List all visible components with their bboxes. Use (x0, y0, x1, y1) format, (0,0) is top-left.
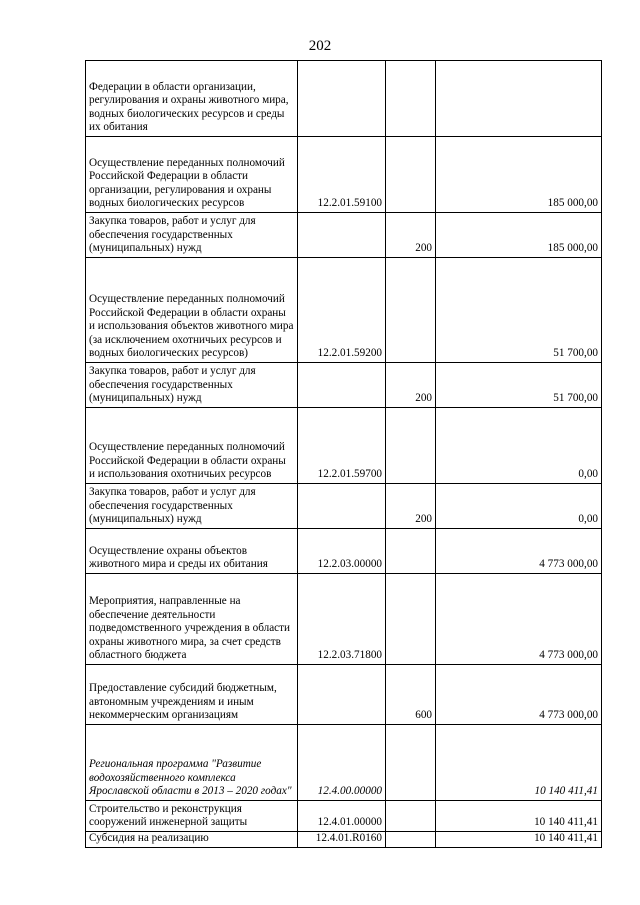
row-name-cell: Субсидия на реализацию (86, 832, 298, 848)
budget-table-body (86, 61, 602, 848)
table-row (86, 574, 602, 665)
row-name-cell: Региональная программа "Развитие водохозяйственного комплекса Ярославской области в 2013 – 2020 годах" (86, 725, 298, 801)
row-code-cell: 12.4.00.00000 (298, 725, 386, 801)
row-expense-type-cell: 200 (386, 363, 436, 408)
row-expense-type-cell (386, 529, 436, 574)
row-name-cell: Строительство и реконструкция сооружений инженерной защиты (86, 801, 298, 832)
row-code-cell (298, 484, 386, 529)
row-amount-cell: 0,00 (436, 484, 602, 529)
row-code-cell (298, 61, 386, 137)
table-row (86, 213, 602, 258)
row-expense-type-cell (386, 725, 436, 801)
table-row (86, 61, 602, 137)
table-row (86, 665, 602, 725)
table-row (86, 801, 602, 832)
row-expense-type-cell (386, 801, 436, 832)
row-amount-cell (436, 61, 602, 137)
row-amount-cell: 51 700,00 (436, 363, 602, 408)
table-row (86, 484, 602, 529)
row-expense-type-cell: 600 (386, 665, 436, 725)
table-row (86, 725, 602, 801)
row-code-cell (298, 213, 386, 258)
row-expense-type-cell: 200 (386, 484, 436, 529)
row-code-cell (298, 363, 386, 408)
row-amount-cell: 10 140 411,41 (436, 801, 602, 832)
row-code-cell: 12.4.01.00000 (298, 801, 386, 832)
row-code-cell: 12.2.01.59700 (298, 408, 386, 484)
row-amount-cell: 4 773 000,00 (436, 574, 602, 665)
row-amount-cell: 4 773 000,00 (436, 529, 602, 574)
page-number: 202 (308, 38, 332, 54)
row-code-cell: 12.2.03.00000 (298, 529, 386, 574)
row-code-cell (298, 665, 386, 725)
table-row (86, 832, 602, 848)
row-expense-type-cell (386, 137, 436, 213)
row-code-cell: 12.2.03.71800 (298, 574, 386, 665)
row-name-cell: Осуществление переданных полномочий Российской Федерации в области охраны и использования охотничьих ресурсов (86, 408, 298, 484)
row-amount-cell: 185 000,00 (436, 137, 602, 213)
row-expense-type-cell (386, 258, 436, 363)
budget-table (85, 60, 602, 848)
table-row (86, 529, 602, 574)
row-amount-cell: 51 700,00 (436, 258, 602, 363)
row-name-cell: Закупка товаров, работ и услуг для обеспечения государственных (муниципальных) нужд (86, 213, 298, 258)
row-code-cell: 12.2.01.59200 (298, 258, 386, 363)
row-code-cell: 12.2.01.59100 (298, 137, 386, 213)
row-expense-type-cell (386, 408, 436, 484)
row-name-cell: Предоставление субсидий бюджетным, автономным учреждениям и иным некоммерческим организациям (86, 665, 298, 725)
table-row (86, 408, 602, 484)
table-row (86, 258, 602, 363)
row-name-cell: Осуществление переданных полномочий Российской Федерации в области организации, регулирования и охраны водных биологических ресурсов (86, 137, 298, 213)
row-expense-type-cell (386, 832, 436, 848)
row-name-cell: Закупка товаров, работ и услуг для обеспечения государственных (муниципальных) нужд (86, 363, 298, 408)
row-expense-type-cell: 200 (386, 213, 436, 258)
row-amount-cell: 10 140 411,41 (436, 725, 602, 801)
table-row (86, 137, 602, 213)
row-name-cell: Мероприятия, направленные на обеспечение деятельности подведомственного учреждения в области охраны животного мира, за счет средств областного бюджета (86, 574, 298, 665)
row-amount-cell: 4 773 000,00 (436, 665, 602, 725)
row-amount-cell: 10 140 411,41 (436, 832, 602, 848)
row-name-cell: Осуществление переданных полномочий Российской Федерации в области охраны и использования объектов животного мира (за исключением охотничьих ресурсов и водных биологических ресурсов) (86, 258, 298, 363)
row-expense-type-cell (386, 61, 436, 137)
row-amount-cell: 0,00 (436, 408, 602, 484)
row-code-cell: 12.4.01.R0160 (298, 832, 386, 848)
row-expense-type-cell (386, 574, 436, 665)
row-name-cell: Федерации в области организации, регулирования и охраны животного мира, водных биологических ресурсов и среды их обитания (86, 61, 298, 137)
row-name-cell: Осуществление охраны объектов животного мира и среды их обитания (86, 529, 298, 574)
row-name-cell: Закупка товаров, работ и услуг для обеспечения государственных (муниципальных) нужд (86, 484, 298, 529)
row-amount-cell: 185 000,00 (436, 213, 602, 258)
table-row (86, 363, 602, 408)
